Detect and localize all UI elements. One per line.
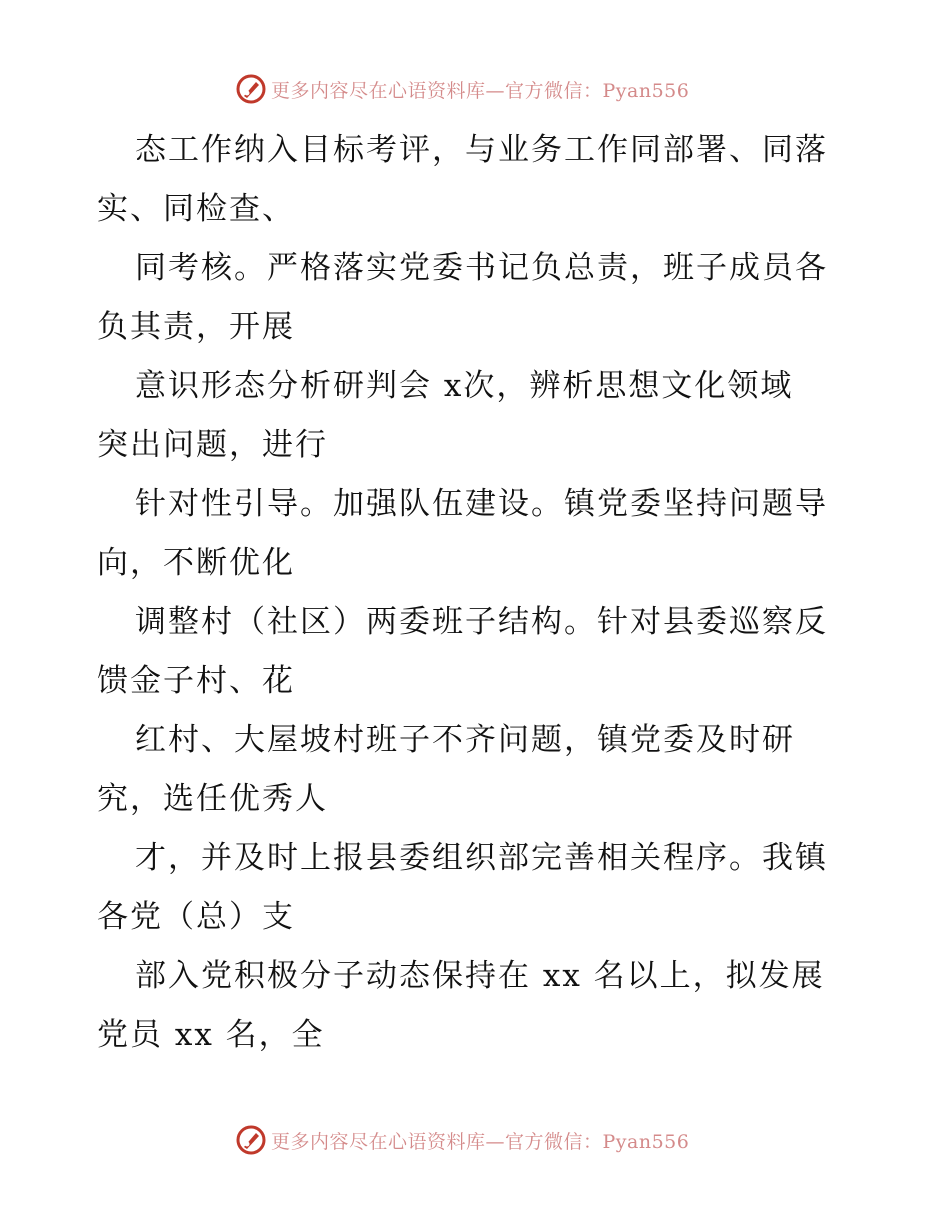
header-banner-text: 更多内容尽在心语资料库—官方微信：Pyan556 — [271, 79, 690, 102]
text-line: 向，不断优化 — [97, 545, 295, 581]
text-line: 突出问题，进行 — [97, 427, 328, 463]
text-line: 馈金子村、花 — [97, 663, 295, 699]
text-line: 党员 xx 名，全 — [97, 1017, 325, 1053]
text-line: 针对性引导。加强队伍建设。镇党委坚持问题导 — [135, 486, 828, 522]
text-line: 态工作纳入目标考评，与业务工作同部署、同落 — [135, 132, 828, 168]
text-line: 调整村（社区）两委班子结构。针对县委巡察反 — [135, 604, 828, 640]
text-line: 意识形态分析研判会 x次，辨析思想文化领域 — [135, 368, 794, 404]
body-text — [97, 121, 867, 1065]
header-banner — [235, 72, 715, 106]
text-line: 才，并及时上报县委组织部完善相关程序。我镇 — [135, 840, 828, 876]
text-line: 负其责，开展 — [97, 309, 295, 345]
text-line: 部入党积极分子动态保持在 xx 名以上，拟发展 — [135, 958, 825, 994]
text-line: 红村、大屋坡村班子不齐问题，镇党委及时研 — [135, 722, 795, 758]
text-line: 究，选任优秀人 — [97, 781, 328, 817]
pen-logo-icon — [235, 1124, 267, 1156]
footer-banner-text: 更多内容尽在心语资料库—官方微信：Pyan556 — [271, 1130, 690, 1153]
text-line: 同考核。严格落实党委书记负总责，班子成员各 — [135, 250, 828, 286]
text-line: 实、同检查、 — [97, 191, 295, 227]
text-line: 各党（总）支 — [97, 899, 295, 935]
footer-banner — [235, 1123, 715, 1157]
pen-logo-icon — [235, 73, 267, 105]
